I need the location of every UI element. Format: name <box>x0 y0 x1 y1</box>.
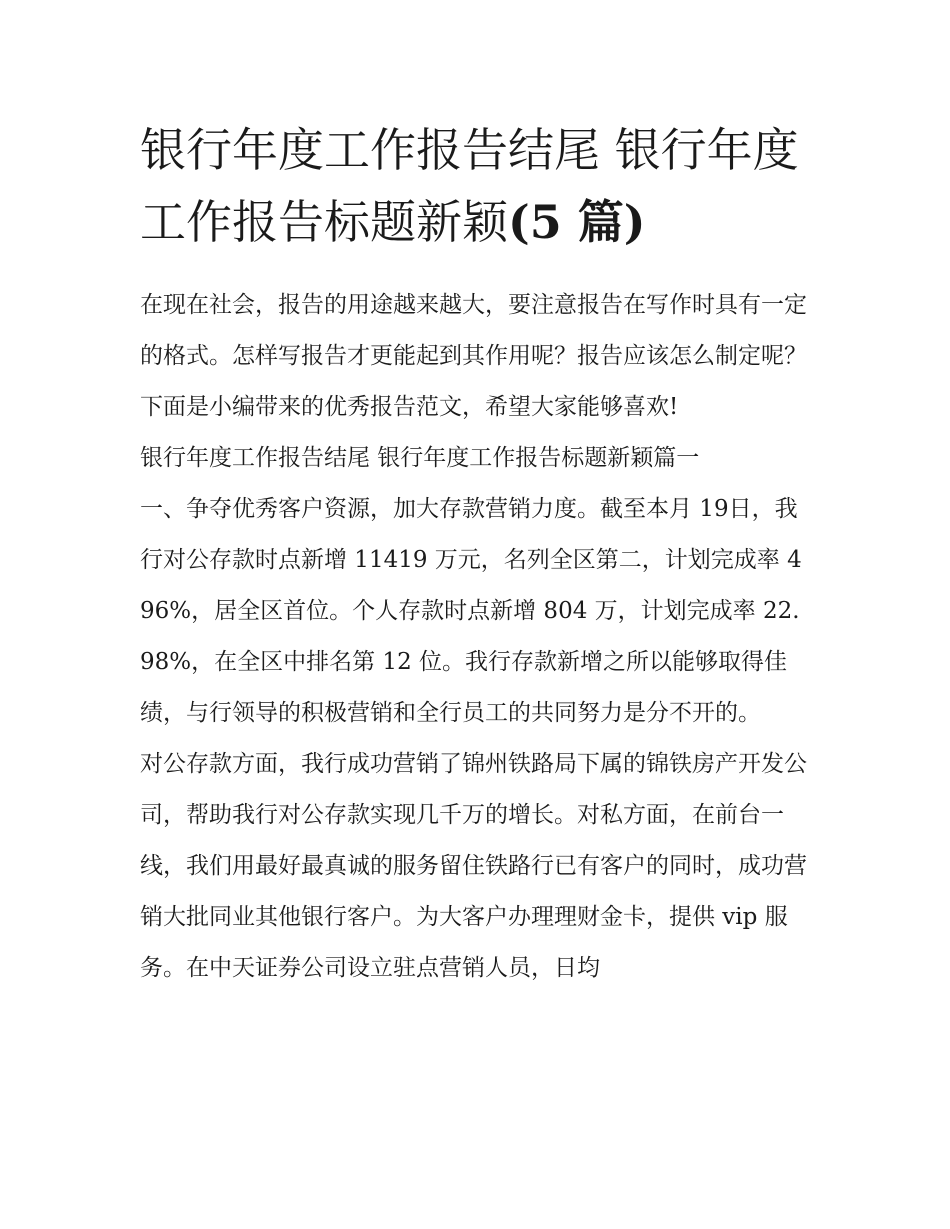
document-title <box>140 114 812 258</box>
corporate-deposit-paragraph: 对公存款方面，我行成功营销了锦州铁路局下属的锦铁房产开发公司，帮助我行对公存款实现几千万的增长。对私方面，在前台一线，我们用最好最真诚的服务留住铁路行已有客户的同时，成功营销大批同业其他银行客户。为大客户办理理财金卡，提供 vip 服务。在中天证券公司设立驻点营销人员，日均 <box>140 751 807 981</box>
document-body <box>140 280 812 994</box>
document-page <box>140 0 812 1229</box>
title-main: 银行年度工作报告结尾 银行年度工作报告标题新颖 <box>140 123 799 249</box>
intro-paragraph: 在现在社会，报告的用途越来越大，要注意报告在写作时具有一定的格式。怎样写报告才更能起到其作用呢？报告应该怎么制定呢？下面是小编带来的优秀报告范文，希望大家能够喜欢! <box>140 292 807 420</box>
title-count: (5 篇) <box>508 195 646 249</box>
section-heading: 银行年度工作报告结尾 银行年度工作报告标题新颖篇一 <box>140 445 700 471</box>
deposit-paragraph: 一、争夺优秀客户资源，加大存款营销力度。截至本月 19日，我行对公存款时点新增 11419 万元，名列全区第二，计划完成率 496%，居全区首位。个人存款时点新增 804 万，计划完成率 22.98%，在全区中排名第 12 位。我行存款新增之所以能够取得佳绩，与行领导的积极营销和全行员工的共同努力是分不开的。 <box>140 496 802 726</box>
